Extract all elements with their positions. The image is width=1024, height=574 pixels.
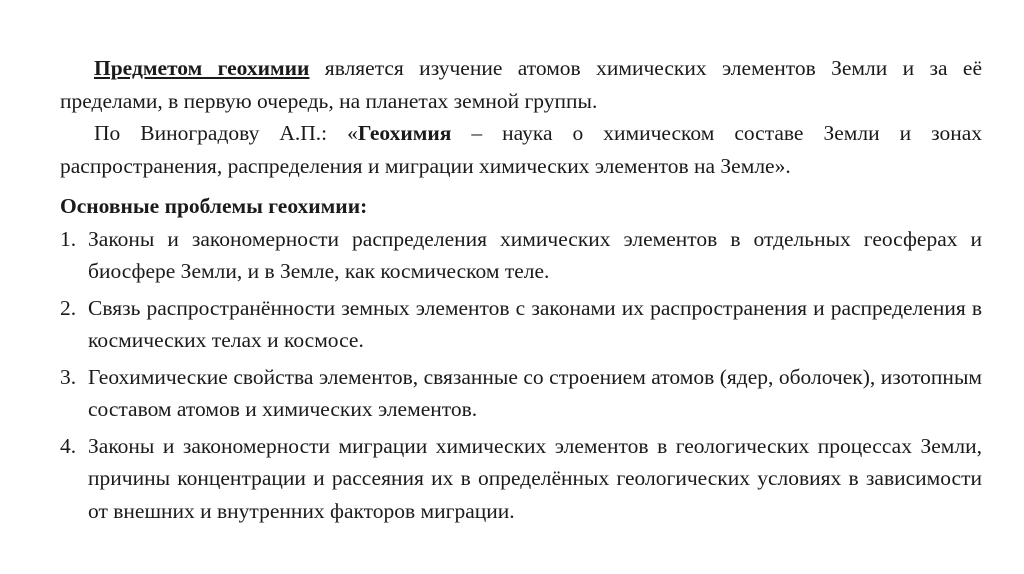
subject-definition: является изучение атомов химических элементов Земли и за её пределами, в первую очередь, на планетах земной группы.: [60, 56, 982, 113]
list-item-number: 2.: [60, 295, 77, 320]
term-geochemistry: Геохимия: [357, 121, 452, 145]
problems-list: [60, 223, 982, 528]
list-item: [60, 361, 982, 426]
list-item-number: 3.: [60, 364, 77, 389]
problems-heading: Основные проблемы геохимии:: [60, 194, 368, 218]
slide-content: [60, 52, 982, 531]
intro-paragraph-subject: [60, 52, 982, 117]
list-item: [60, 292, 982, 357]
list-item-text: Геохимические свойства элементов, связанные со строением атомов (ядер, оболочек), изотопным составом атомов и химических элементов.: [88, 364, 982, 421]
list-item-number: 1.: [60, 226, 77, 251]
list-item-text: Связь распространённости земных элементов с законами их распространения и распределения в космических телах и космосе.: [88, 295, 982, 352]
list-item-number: 4.: [60, 433, 77, 458]
list-item: [60, 223, 982, 288]
term-subject: Предметом геохимии: [94, 56, 310, 80]
intro-paragraph-vinogradov: [60, 117, 982, 182]
list-item: [60, 430, 982, 528]
list-item-text: Законы и закономерности распределения химических элементов в отдельных геосферах и биосфере Земли, и в Земле, как космическом теле.: [88, 226, 982, 283]
quote-attribution: По Виноградову А.П.: «: [94, 121, 358, 145]
geochemistry-definition: – наука о химическом составе Земли и зонах распространения, распределения и миграции химических элементов на Земле».: [60, 121, 982, 178]
list-item-text: Законы и закономерности миграции химических элементов в геологических процессах Земли, причины концентрации и рассеяния их в определённых геологических условиях в зависимости от внешних и внутренних факторов миграции.: [88, 433, 982, 523]
